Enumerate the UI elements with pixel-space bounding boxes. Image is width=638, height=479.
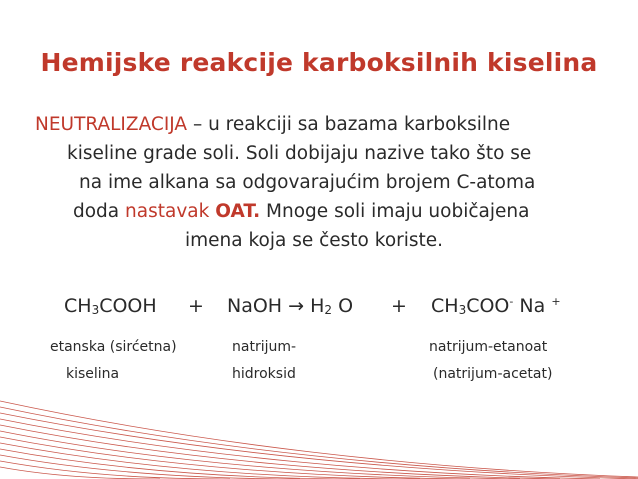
salt-coo: COO — [466, 295, 510, 317]
label-salt-line-1: natrijum-etanoat — [429, 339, 548, 355]
water-h: H — [310, 295, 325, 317]
equation-base-water — [227, 295, 353, 317]
salt-sub: 3 — [458, 303, 467, 317]
suffix-word: nastavak — [125, 201, 210, 222]
slide-title: Hemijske reakcije karboksilnih kiselina — [40, 48, 598, 77]
acid-cooh: COOH — [99, 295, 157, 317]
acid-ch: CH — [64, 295, 92, 317]
paragraph-line-1 — [35, 110, 625, 139]
reaction-arrow: → — [288, 295, 305, 317]
line4-pre: doda — [73, 201, 126, 222]
acid-sub: 3 — [91, 303, 100, 317]
paragraph-line-2: kiseline grade soli. Soli dobijaju nazive tako što se — [67, 143, 532, 164]
equation-plus-1: + — [188, 295, 204, 317]
salt-charge-plus: + — [551, 295, 561, 308]
base-naoh: NaOH — [227, 295, 283, 317]
line1-rest: – u reakciji sa bazama karboksilne — [187, 114, 511, 135]
label-salt-line-2: (natrijum-acetat) — [433, 366, 553, 382]
water-sub: 2 — [324, 303, 333, 317]
label-base-line-1: natrijum- — [232, 339, 297, 355]
paragraph-line-4 — [35, 197, 625, 226]
water-o: O — [332, 295, 354, 317]
line4-rest: Mnoge soli imaju uobičajena — [260, 201, 530, 222]
label-acid-line-2: kiselina — [66, 366, 120, 382]
equation-salt — [431, 295, 561, 317]
footer-decoration — [0, 389, 638, 479]
suffix-oat: OAT. — [215, 201, 261, 222]
equation-acid — [64, 295, 157, 317]
salt-ch: CH — [431, 295, 459, 317]
term-neutralizacija: NEUTRALIZACIJA — [35, 114, 188, 135]
paragraph-line-3: na ime alkana sa odgovarajućim brojem C-atoma — [79, 172, 536, 193]
equation-plus-2: + — [391, 295, 407, 317]
salt-charge-minus: - — [509, 295, 514, 308]
label-acid-line-1: etanska (sirćetna) — [50, 339, 177, 355]
label-base-line-2: hidroksid — [232, 366, 296, 382]
salt-na: Na — [513, 295, 546, 317]
paragraph — [35, 110, 625, 255]
paragraph-line-5: imena koja se često koriste. — [185, 230, 444, 251]
